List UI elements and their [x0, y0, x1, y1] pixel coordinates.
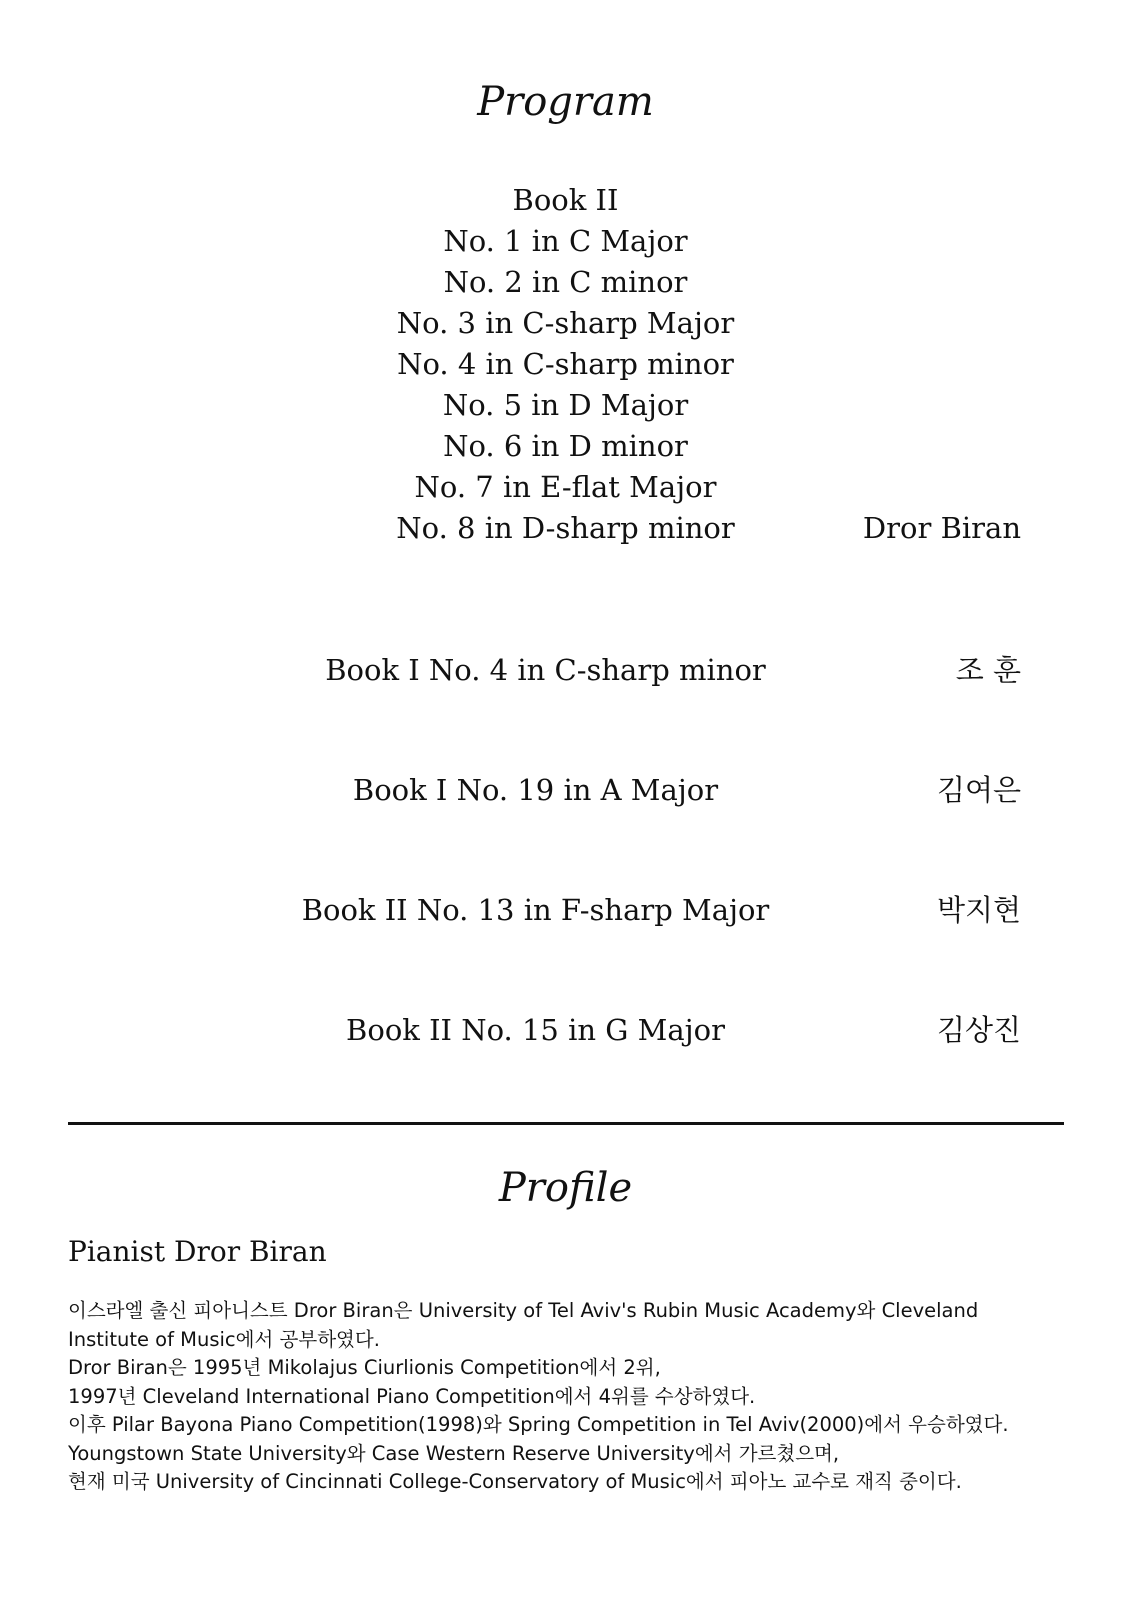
list-item: No. 1 in C Major: [443, 224, 688, 258]
book2-performer: Dror Biran: [862, 511, 1021, 545]
program-title: Program: [477, 79, 654, 125]
book2-heading: Book II: [512, 183, 619, 217]
program-entry-performer: 박지현: [936, 893, 1021, 927]
bio-line: 1997년 Cleveland International Piano Competition에서 4위를 수상하였다.: [68, 1384, 756, 1408]
section-divider: [68, 1122, 1064, 1125]
program-entry-piece: Book II No. 15 in G Major: [346, 1013, 725, 1047]
program-entry-performer: 김상진: [936, 1013, 1021, 1047]
list-item: No. 3 in C-sharp Major: [396, 306, 735, 340]
program-entry-piece: Book I No. 4 in C-sharp minor: [325, 653, 766, 687]
bio-line: Youngstown State University와 Case Western Reserve University에서 가르쳤으며,: [68, 1441, 840, 1465]
program-entry-piece: Book I No. 19 in A Major: [352, 773, 719, 807]
profile-subtitle: Pianist Dror Biran: [68, 1235, 327, 1268]
program-entry-performer: 김여은: [936, 773, 1021, 807]
profile-bio: [68, 1297, 1078, 1497]
list-item: No. 4 in C-sharp minor: [397, 347, 734, 381]
list-item: No. 7 in E-flat Major: [414, 470, 717, 504]
bio-line: Dror Biran은 1995년 Mikolajus Ciurlionis Competition에서 2위,: [68, 1356, 661, 1379]
list-item: No. 6 in D minor: [443, 429, 688, 463]
list-item: No. 5 in D Major: [442, 388, 689, 422]
bio-line: 현재 미국 University of Cincinnati College-Conservatory of Music에서 피아노 교수로 재직 중이다.: [68, 1470, 962, 1493]
list-item: No. 2 in C minor: [443, 265, 688, 299]
program-entry-piece: Book II No. 13 in F-sharp Major: [301, 893, 770, 927]
program-entry-performer: 조 훈: [955, 653, 1021, 687]
bio-line: 이스라엘 출신 피아니스트 Dror Biran은 University of Tel Aviv's Rubin Music Academy와 Cleveland: [68, 1299, 979, 1322]
bio-line: Institute of Music에서 공부하였다.: [68, 1327, 380, 1351]
profile-title: Profile: [498, 1165, 633, 1211]
bio-line: 이후 Pilar Bayona Piano Competition(1998)와 Spring Competition in Tel Aviv(2000)에서 우승하였다.: [68, 1413, 1009, 1436]
list-item: No. 8 in D-sharp minor: [396, 511, 735, 545]
